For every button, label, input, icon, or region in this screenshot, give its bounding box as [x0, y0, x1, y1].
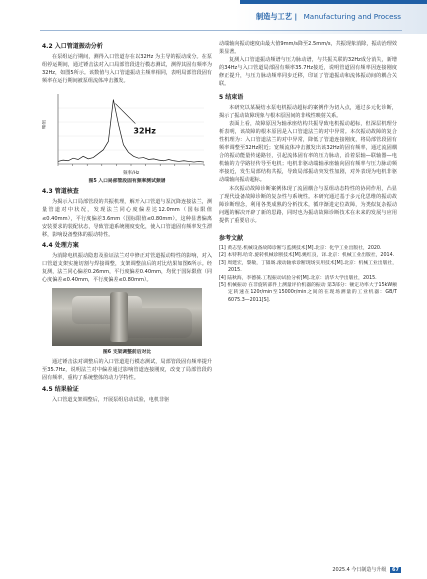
section-4-4-paragraph-2: 通过锤击法对调整后的入口管道进行模态测试，局部管段固有频率提升至35.7Hz，说明法兰对中偏差通过影响管道连接刚度，改变了局部管段的固有频率，重构了系统整体的动力学特性。	[42, 359, 212, 382]
section-5-heading: 5 结束语	[219, 93, 244, 101]
conclusion-paragraph-1: 本研究以某凝结水泵电机振动超标的案例作为切入点，通过多元化诊断，揭示了振动故障现象与根本原因间的非线性映射关系。	[219, 104, 397, 119]
section-4-2-paragraph: 在泵组运行期间，测得入口管道存在以32Hz 为主导的振动成分。在泵组停运期间，通过锤击法对入口局部管段进行模态测试，测得其固有频率为32Hz，如图5所示。该数值与入口管道振动主频率相同，表明局部管段固有频率在运行期间被泵组流体冲击激发。	[42, 54, 212, 85]
continued-paragraph: 动端轴向振动速度由最大值9mm/s降至2.5mm/s，共振现象消除，振动治理效果显著。	[219, 41, 397, 56]
reference-item: [4] 陆秋海，李德葆.工程振动试验分析[M].北京：清华大学出版社，2015.	[219, 275, 377, 281]
chart-background	[42, 88, 212, 176]
reference-item: [1] 黄志坚.机械设备故障诊断与监测技术[M].北京：化学工业出版社，2020.	[219, 245, 382, 251]
comparison-paragraph: 复测入口管道振动频谱与压力脉动谱，与共振关联的32Hz成分消失，新增的34Hz与入口管道局部固有频率35.7Hz接近，说明管道固有频率因连接刚度修正提升，与压力脉动频率同步迁移，印证了管道振动和流体振动间的耦合关联。	[219, 57, 397, 88]
figure-6-photo	[52, 288, 202, 346]
section-4-3-paragraph: 为揭示入口局部管段的共振机理，解开入口管道与泵沉降连接法兰，测量管道对中状况，发现法兰同心度偏差达12.0mm（国标限值≤0.40mm），平行度偏差3.6mm（国标限值≤0.80mm）。这种显著偏离安装要求的装配状态，导致管道系统刚度变化，使入口管道固有频率发生漂移，影响设备整体的振动特性。	[42, 199, 212, 238]
page-number: 67	[392, 567, 399, 573]
references-heading: 参考文献	[219, 234, 244, 242]
flange-image	[110, 292, 128, 342]
footer-journal: 2025.4 今日制造与升级	[332, 567, 387, 573]
pipe-segment-image	[122, 308, 192, 338]
section-4-5-paragraph: 入口管道支架调整后，开展泵组启动试验，电机非驱	[52, 396, 170, 403]
section-4-3-heading: 4.3 管道核查	[42, 188, 79, 196]
header-divider	[40, 30, 402, 31]
reference-item: [3] 周建宏，黎敏，丁韫旸.滚动轴承诊断现场实用技术[M].北京：机械工业出版社，2015.	[219, 260, 397, 274]
conclusion-paragraph-2: 表面上看，故障原因为轴承座结构共振导致电机振动超标，但深层机理分析表明，该故障的根本原因是入口管道法兰的对中异常。本次振动故障的复合性机理为：入口管道法兰的对中异常，降低了管道连接刚度，将局部管段固有频率调整至32Hz附近；宽频流体冲击激发出该32Hz的固有频率，通过流固耦合的振动能量传递路径，引起流体固有率的压力脉动，沿着泵轴—联轴器—电机轴的力学路径传导至电机；电机非驱动端轴承座轴向固有频率与压力脉动频率接近，发生局部结构共振，导致局部振动突发性加剧，对外表现为电机非驱动端轴向振动超标。	[219, 120, 397, 184]
header-stripe	[240, 0, 427, 4]
section-4-5-heading: 4.5 结果验证	[42, 385, 79, 393]
reference-item: [5] 机械振动 在非旋转部件上测量评价机器的振动 第3部分：额定功率大于15kW额定转速在120r/min至15000r/min之间的在现场测量的工业机器：GB/T 6075.3—2011[S].	[219, 283, 397, 303]
right-column	[219, 40, 397, 304]
left-column	[42, 40, 212, 404]
x-axis-label: 频率/Hz	[123, 171, 140, 177]
conclusion-paragraph-3: 本次振动故障诊断案例体现了流固耦合与泵组动态特性的协同作用，凸显了现代设备故障诊断的复杂性与系统性。本研究通过基于多元化思维的振动故障诊断理念，利用各类成熟的分析技术，循序渐进定位故障，为类似复杂振动问题的解决开辟了新的思路，同时也为振动故障诊断技术在未来的发展与应用提供了重要启示。	[219, 185, 397, 224]
figure-6-caption: 图6 支架调整前后对比	[102, 350, 152, 356]
y-axis-label: 幅值	[42, 120, 47, 130]
figure-5-caption: 图5 入口局部管段固有频率测试频谱	[88, 179, 166, 185]
header-sep: |	[294, 12, 298, 21]
section-4-4-heading: 4.4 处理方案	[42, 241, 79, 249]
header-en: Manufacturing and Process	[303, 12, 401, 21]
figure-5	[42, 88, 212, 184]
spectrum-chart	[42, 88, 212, 176]
section-4-4-paragraph-1: 为消除电机振动隐患及验证法兰对中修正对管道振动特性的影响，对入口管道支架实施切割与焊接调整，支架调整前后的对比结果如图6所示。经复测，法兰同心偏差0.26mm，平行度偏差0.40mm，均优于国际限值（同心度偏差≤0.40mm，平行度偏差≤0.80mm）。	[42, 252, 212, 284]
peak-annotation-label: 32Hz	[133, 126, 156, 136]
reference-item: [2] 本特利.哈奇.旋转机械诊断技术[M].姚红良，译.北京：机械工业出版社，2014.	[219, 253, 395, 259]
running-header	[256, 12, 401, 22]
header-cn: 制造与工艺	[255, 12, 292, 21]
section-4-2-heading: 4.2 入口管道振动分析	[42, 43, 103, 50]
page-footer	[332, 566, 401, 573]
